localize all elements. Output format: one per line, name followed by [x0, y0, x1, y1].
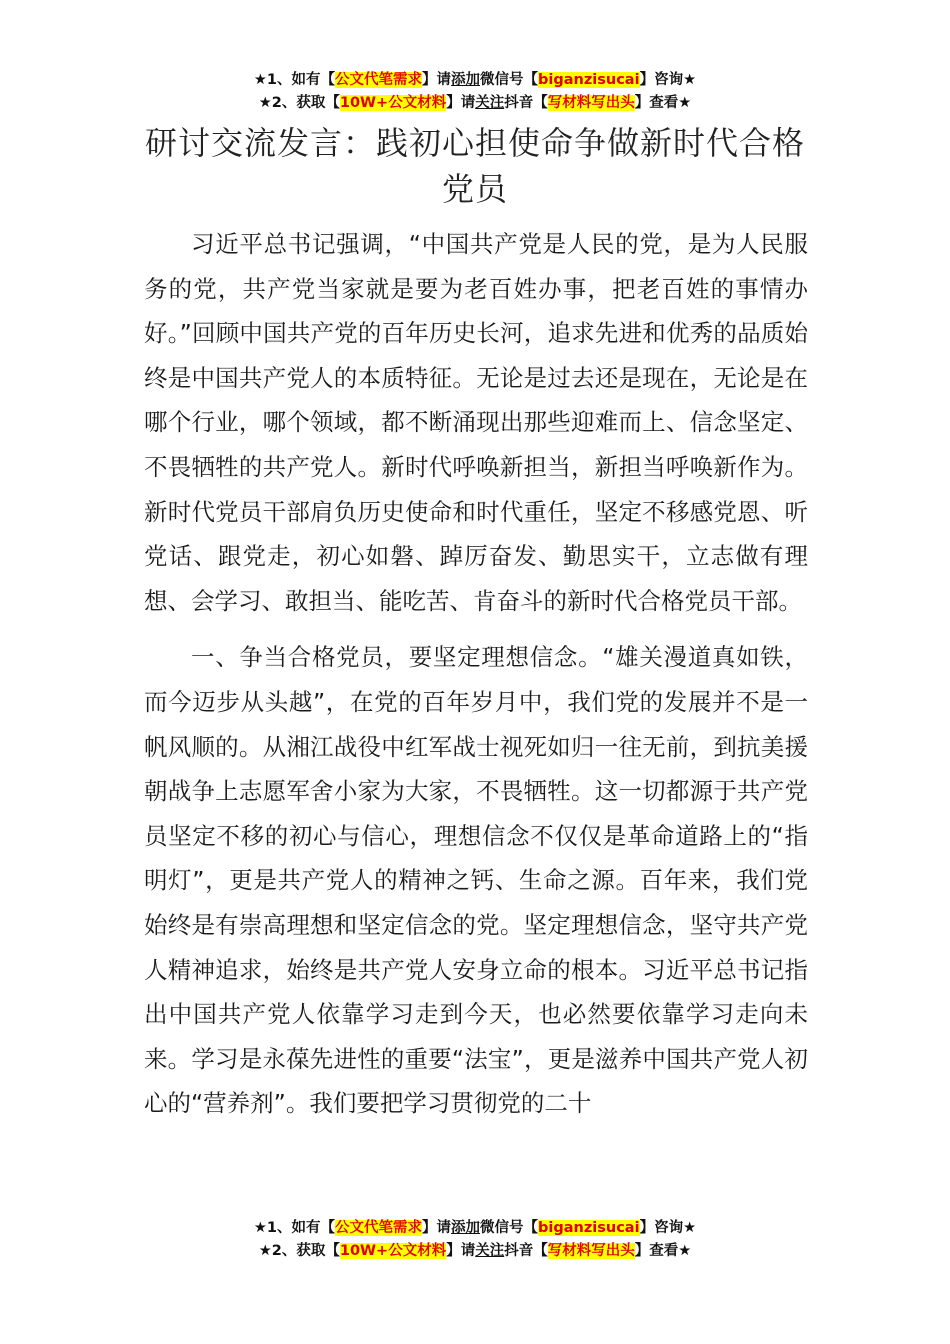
document-body [144, 222, 808, 1138]
promo-highlight: 10W+公文材料 [339, 95, 447, 111]
promo-highlight: 公文代笔需求 [335, 1220, 423, 1236]
promo-line-1: ★1、如有【公文代笔需求】请添加微信号【biganzisucai】咨询★ [253, 72, 697, 88]
promo-line-2: ★2、获取【10W+公文材料】请关注抖音【写材料写出头】查看★ [258, 95, 692, 111]
promo-highlight: 公文代笔需求 [335, 72, 423, 88]
document-title: 研讨交流发言：践初心担使命争做新时代合格党员 [144, 124, 805, 208]
promo-line-2: ★2、获取【10W+公文材料】请关注抖音【写材料写出头】查看★ [258, 1243, 692, 1259]
promo-douyin-id: 写材料写出头 [547, 95, 635, 111]
promo-line-1: ★1、如有【公文代笔需求】请添加微信号【biganzisucai】咨询★ [253, 1220, 697, 1236]
body-paragraph: 一、争当合格党员，要坚定理想信念。“雄关漫道真如铁，而今迈步从头越”，在党的百年岁月中，我们党的发展并不是一帆风顺的。从湘江战役中红军战士视死如归一往无前，到抗美援朝战争上志愿军舍小家为大家，不畏牺牲。这一切都源于共产党员坚定不移的初心与信心，理想信念不仅仅是革命道路上的“指明灯”，更是共产党人的精神之钙、生命之源。百年来，我们党始终是有崇高理想和坚定信念的党。坚定理想信念，坚守共产党人精神追求，始终是共产党人安身立命的根本。习近平总书记指出中国共产党人依靠学习走到今天，也必然要依靠学习走向未来。学习是永葆先进性的重要“法宝”，更是滋养中国共产党人初心的“营养剂”。我们要把学习贯彻党的二十 [144, 643, 808, 1118]
star-icon: ★ [253, 1220, 267, 1236]
body-paragraph: 习近平总书记强调，“中国共产党是人民的党，是为人民服务的党，共产党当家就是要为老百姓办事，把老百姓的事情办好。”回顾中国共产党的百年历史长河，追求先进和优秀的品质始终是中国共产党人的本质特征。无论是过去还是现在，无论是在哪个行业，哪个领域，都不断涌现出那些迎难而上、信念坚定、不畏牺牲的共产党人。新时代呼唤新担当，新担当呼唤新作为。新时代党员干部肩负历史使命和时代重任，坚定不移感党恩、听党话、跟党走，初心如磐、踔厉奋发、勤思实干，立志做有理想、会学习、敢担当、能吃苦、肯奋斗的新时代合格党员干部。 [144, 230, 808, 615]
promo-wechat-id: biganzisucai [538, 72, 640, 88]
promo-wechat-id: biganzisucai [538, 1220, 640, 1236]
promo-header [0, 69, 950, 115]
star-icon: ★ [258, 1243, 272, 1259]
promo-footer [0, 1217, 950, 1263]
star-icon: ★ [258, 95, 272, 111]
star-icon: ★ [253, 72, 267, 88]
promo-highlight: 10W+公文材料 [339, 1243, 447, 1259]
promo-douyin-id: 写材料写出头 [547, 1243, 635, 1259]
